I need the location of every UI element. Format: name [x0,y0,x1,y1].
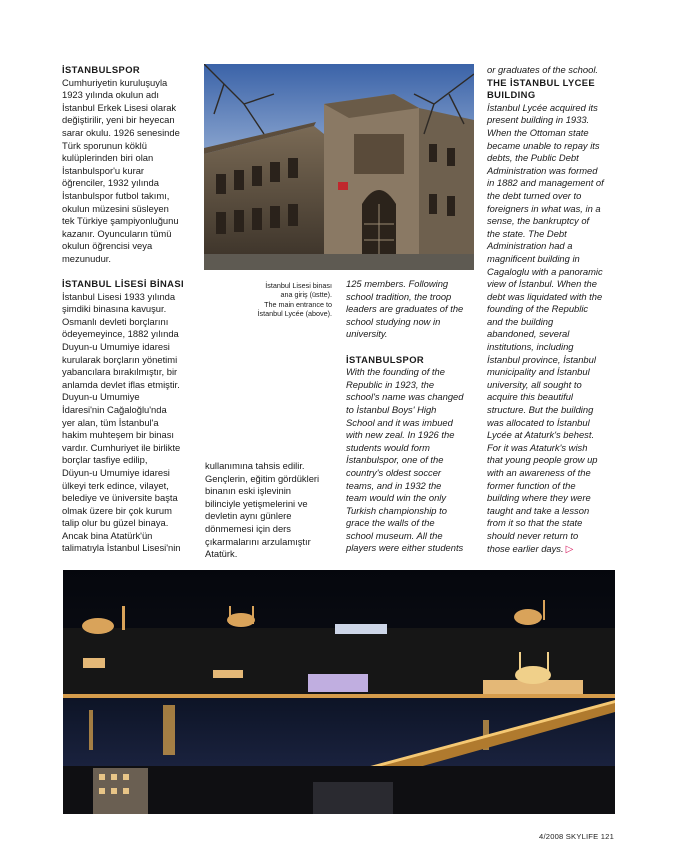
text-line: was allocated to İstanbul [487,416,590,428]
text-line: structure. But the building [487,404,594,416]
text-line: taught and take a lesson [487,504,590,516]
text-line: olmak üzere bir çok kurum [62,504,172,516]
text-line: teams, and in 1932 the [346,479,442,491]
school-building-photo [204,64,474,270]
text-line: institutions, including [487,341,574,353]
text-line: Ancak bina Atatürk'ün [62,529,153,541]
text-line: dönmemesi için ders [205,522,291,534]
body-text [62,77,198,266]
text-line: yer alan, tüm İstanbul'a [62,416,159,428]
text-line: şimdiki binasına kavuşur. [62,303,167,315]
text-line: borçlar tasfiye edilip, [62,454,148,466]
text-line: okulun öğrencisi veya [62,240,153,252]
text-line: from it so that the state [487,517,583,529]
triangle-right-icon: ▷ [565,543,574,555]
text-line: İdaresi'nin Cağaloğlu'nda [62,403,167,415]
text-line: bilinciyle yetişmelerini ve [205,497,308,509]
text-line: İstanbul Erkek Lisesi olarak [62,101,177,113]
text-line: anlamda devlet iflas etmiştir. [62,378,180,390]
text-line: magnificent building in [487,252,580,264]
text-line: With the founding of the [346,366,445,378]
text-line: sarar okulu. 1926 senesinde [62,126,180,138]
text-line: university, all sought to [487,378,582,390]
text-line: sense, the bankruptcy of [487,215,590,227]
text-line: and the building [487,315,554,327]
caption-line: ana giriş (üstte). [280,290,332,300]
text-line: students would form [346,441,430,453]
last-line-text: those earlier days. [487,542,564,554]
text-line: view of İstanbul. When the [487,278,597,290]
text-line: kullanımına tahsis edilir. [205,460,305,471]
text-line: Republic in 1923, the [346,378,435,390]
text-line: or graduates of the school. [487,64,599,75]
text-line: Duyun-u Umumiye idaresi [62,340,170,352]
text-line: hakim muhteşem bir binası [62,429,175,441]
text-line: school tradition, the troop [346,290,452,302]
text-line: İstanbul Lisesi 1933 yılında [62,290,176,302]
text-line: Cumhuriyetin kuruluşuyla [62,76,168,88]
text-line: Duyun-u Umumiye [62,391,140,403]
text-line: kurularak borçların yönetimi [62,353,178,365]
text-line: Administration was formed [487,164,598,176]
column-3-english [346,278,474,555]
text-line: school's name was changed [346,391,464,403]
section-heading: İSTANBUL LİSESİ BİNASI [62,278,185,289]
text-line: founding of the Republic [487,303,589,315]
text-line: talimatıyla İstanbul Lisesi'nin [62,542,181,554]
text-line: school museum. All the [346,529,443,541]
body-text [62,291,198,555]
text-line: yabancılara bırakılmıştır, bir [62,366,178,378]
istanbul-night-panorama-photo [63,570,615,814]
text-line: Cagaloglu with a panoramic [487,265,603,277]
text-line: ülkeyi terk edince, vilayet, [62,479,169,491]
text-line: ödeyemeyince, 1882 yılında [62,328,179,340]
text-line: İstanbulspor'u kurar [62,164,145,176]
text-line: the debt turned over to [487,189,582,201]
text-line: in 1882 and management of [487,177,604,189]
text-line: university. [346,328,388,340]
text-line: country's oldest soccer [346,466,442,478]
caption-line: The main entrance to [264,299,332,309]
column-1-turkish-building [62,278,198,555]
text-line: municipality and İstanbul [487,366,590,378]
text-line: 125 members. Following [346,278,449,289]
text-line: vardır. Cumhuriyet ile birlikte [62,441,181,453]
text-line: İstanbulspor futbol takımı, [62,189,170,201]
text-line: öğrenciler, 1932 yılında [62,177,159,189]
column-1-turkish [62,64,198,266]
text-line: Administration had a [487,240,573,252]
text-line: devletin aynı günlere [205,510,292,522]
text-line: abandoned, several [487,328,570,340]
text-line: When the Ottoman state [487,126,589,138]
text-line: grace the walls of the [346,517,435,529]
text-line: Lycée at Ataturk's behest. [487,429,595,441]
text-line: with an awareness of the [487,467,591,478]
section-heading: BUILDING [487,89,536,101]
body-text [487,102,615,556]
text-line: talip olur bu güzel binaya. [62,517,169,529]
text-line: became unable to repay its [487,139,600,151]
text-line: İstanbulspor, one of the [346,454,444,466]
caption-line: İstanbul Lycée (above). [257,309,332,319]
text-line: leaders are graduates of the [346,303,464,315]
text-line: Düyun-u Umumiye idaresi [62,466,170,478]
text-line: Turkish championship to [346,504,447,516]
text-line: that young people grow up [487,454,598,466]
page-folio: 4/2008 SKYLIFE 121 [539,832,614,841]
text-line: mezunudur. [62,252,111,264]
text-line: Atatürk. [205,548,238,560]
column-4-english [487,64,615,556]
text-line: çıkarmalarını arzulamıştır [205,535,311,547]
text-line: the state. The Debt [487,227,567,239]
text-line: For it was Ataturk's wish [487,441,588,453]
text-line: İstanbul Lycée acquired its [487,101,598,113]
text-line: to İstanbul Boys' High [346,403,437,415]
text-line: with new zeal. In 1926 the [346,429,455,441]
text-line: İstanbul province, İstanbul [487,353,596,365]
text-line: School and it was imbued [346,416,453,428]
text-line: kulüplerinden biri olan [62,152,154,164]
text-line: belediye ve üniversite başta [62,492,178,504]
column-2-turkish [205,460,333,561]
text-line: team would win the only [346,492,447,504]
text-line: school studying now in [346,315,441,327]
text-line: Osmanlı devleti borçlarını [62,315,169,327]
text-line: 1923 yılında okulun adı [62,89,159,101]
text-line: Gençlerin, eğitim gördükleri [205,472,320,484]
text-line: değiştirilir, yeni bir heyecan [62,114,175,126]
text-line: kazanır. Oyuncuların tümü [62,227,172,239]
text-line: should never return to [487,529,579,541]
body-text [346,366,474,555]
section-heading: THE İSTANBUL LYCEE [487,76,596,88]
text-line: debt was liquidated with the [487,290,603,302]
text-line: building where they were [487,492,591,504]
text-line: tek Türkiye şampiyonluğunu [62,215,179,227]
text-line: okulun müzesini süsleyen [62,202,169,214]
text-line: former function of the [487,479,576,491]
photo-caption [240,281,332,319]
text-line: Türk sporunun köklü [62,139,147,151]
text-line: present building in 1933. [487,114,590,126]
text-line: players were either students [346,542,464,554]
section-heading: İSTANBULSPOR [346,353,425,365]
text-line: foreigners in what was, in a [487,202,601,214]
section-heading: İSTANBULSPOR [62,64,141,75]
text-line: debts, the Public Debt [487,152,579,164]
text-line: binanın eski işlevinin [205,485,291,497]
text-line-last [487,543,615,557]
caption-line: İstanbul Lisesi binası [265,281,332,290]
body-text [346,278,474,341]
text-line: acquire this beautiful [487,391,573,403]
